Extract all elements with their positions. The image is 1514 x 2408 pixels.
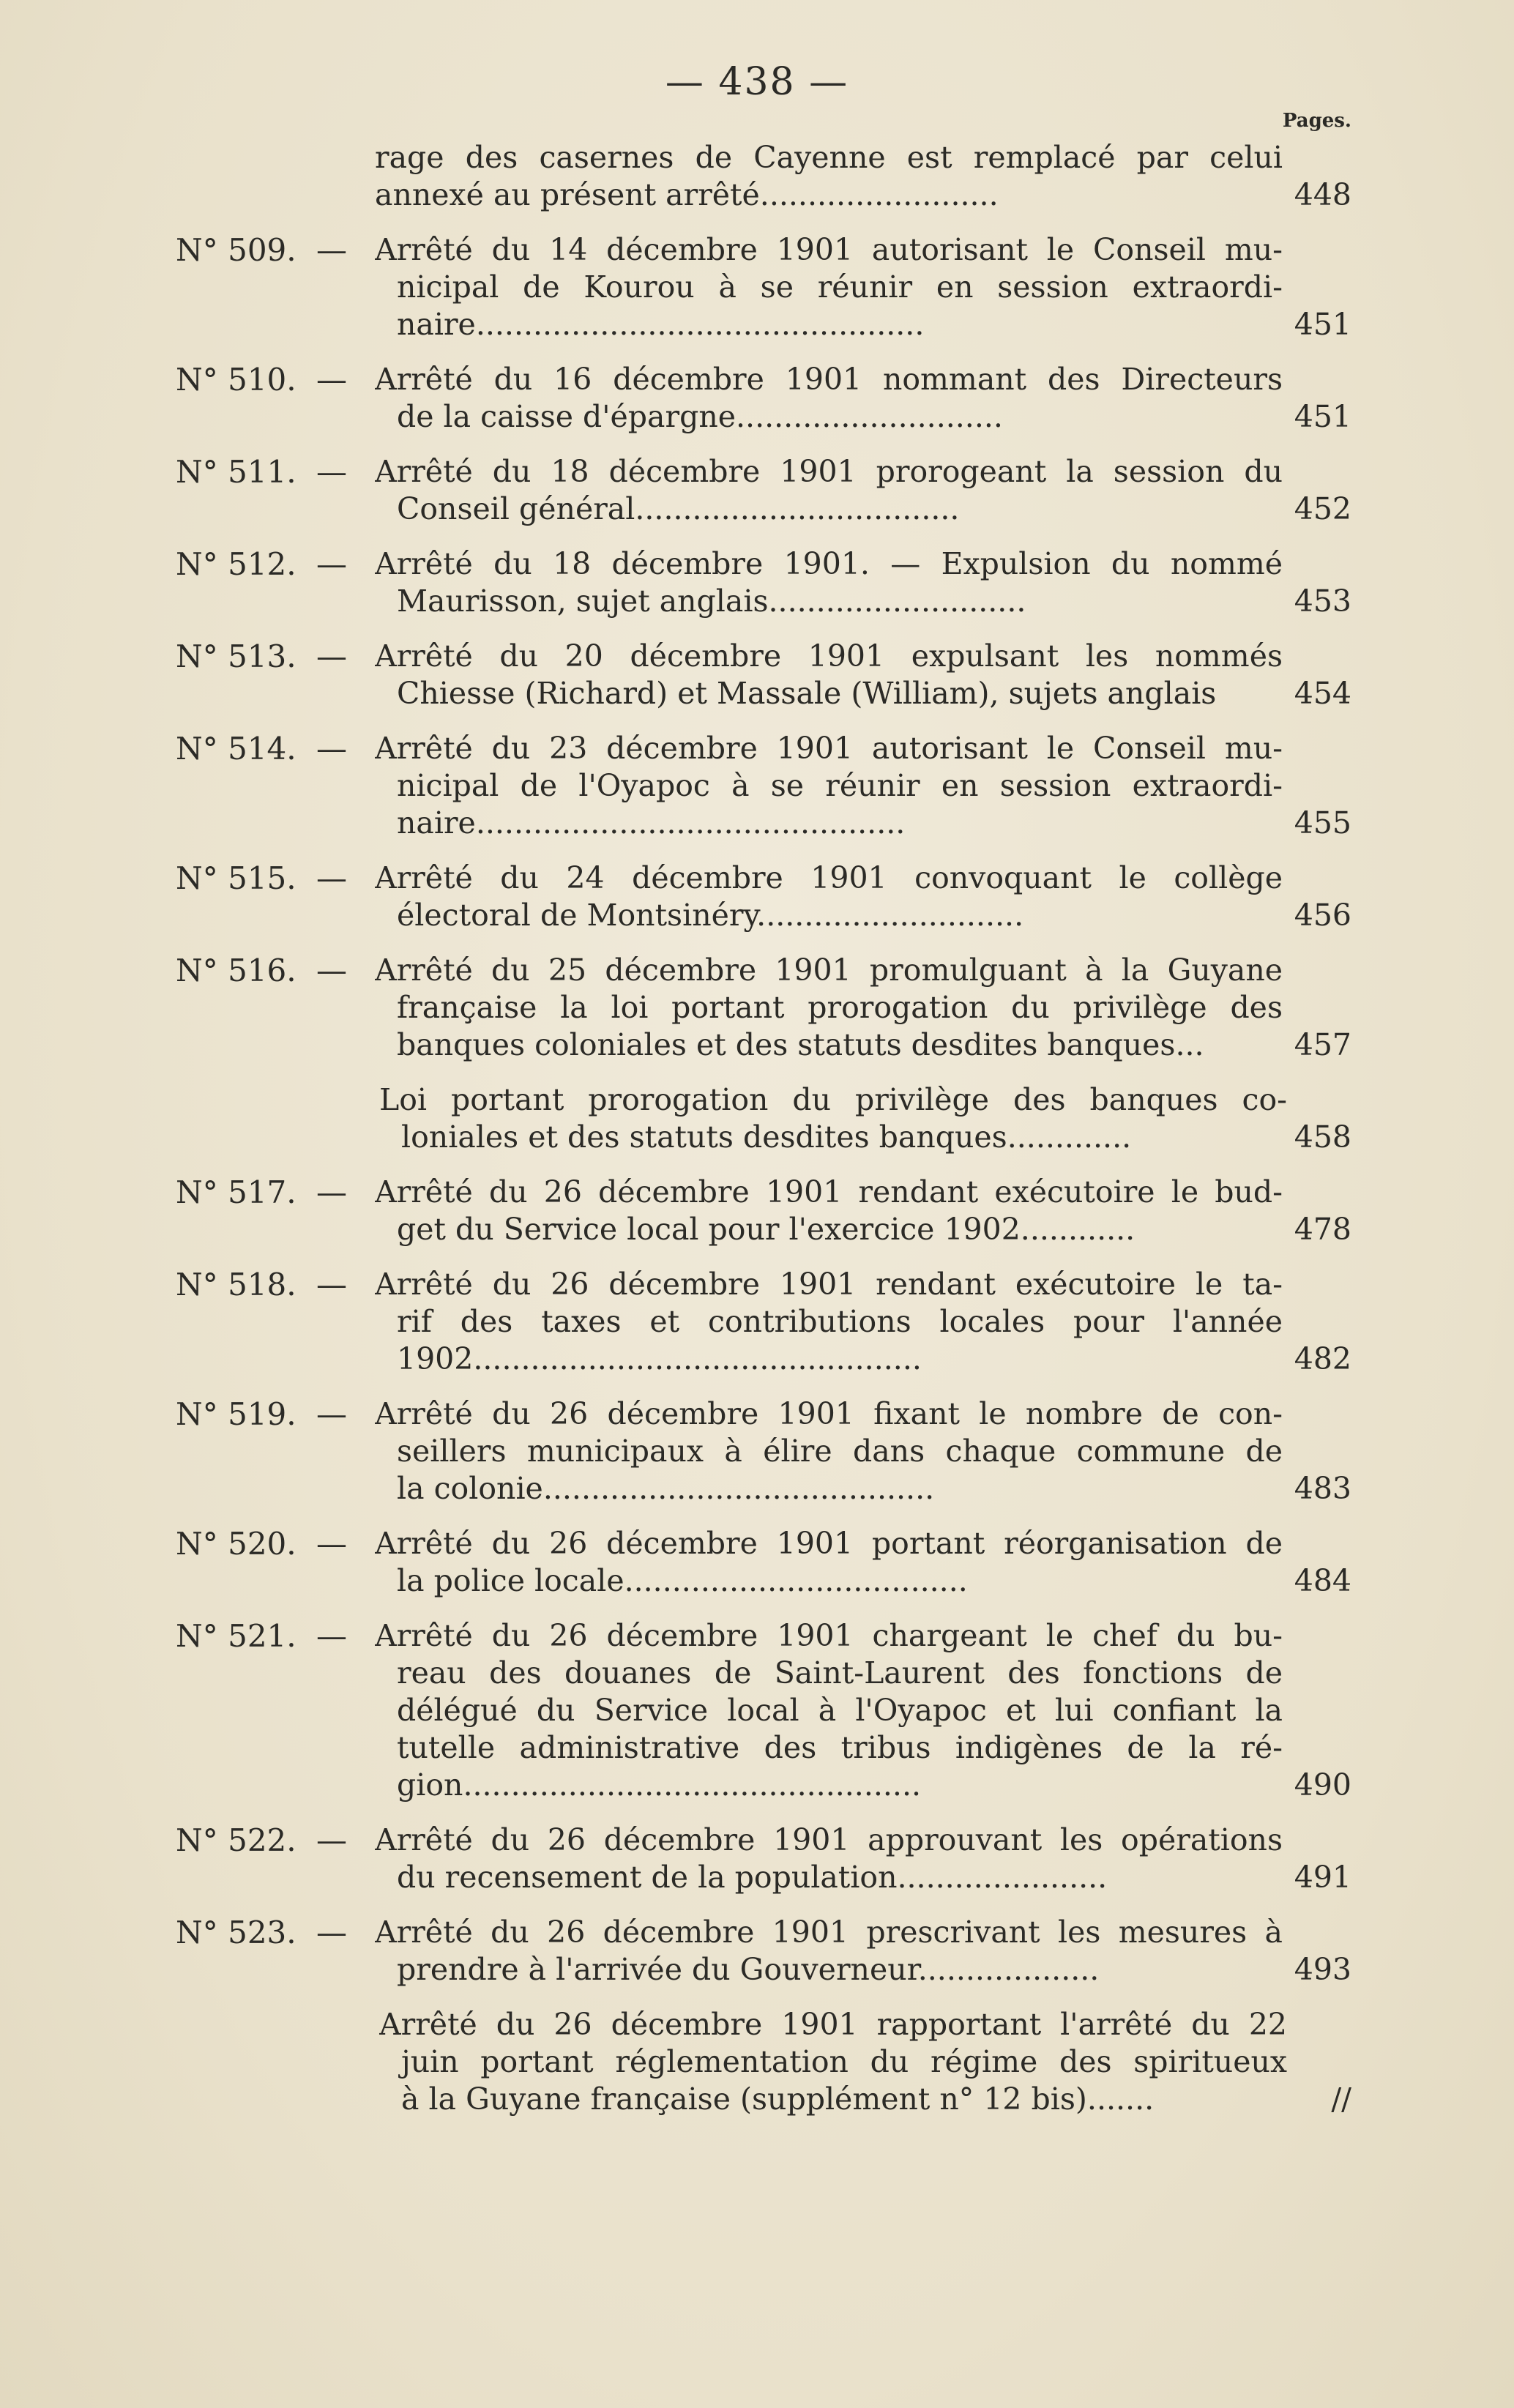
entry-line: 1902...............................................	[397, 1341, 922, 1376]
pages-column-label: Pages.	[1282, 110, 1351, 132]
entry-dash: —	[316, 1267, 347, 1302]
entry-line: électoral de Montsinéry............................	[397, 898, 1024, 933]
entry-number: N° 520.	[176, 1526, 297, 1562]
entry-line: Maurisson, sujet anglais...........................	[397, 584, 1026, 619]
toc-entry	[0, 361, 1514, 436]
toc-entry	[0, 730, 1514, 842]
entry-page-number: 483	[1294, 1471, 1351, 1506]
entry-dash: —	[316, 1618, 347, 1654]
entry-description	[375, 952, 1283, 1064]
entry-line: délégué du Service local à l'Oyapoc et lui confiant la	[397, 1693, 1283, 1728]
entry-line: Arrêté du 24 décembre 1901 convoquant le collège	[375, 860, 1283, 895]
entry-line: Arrêté du 14 décembre 1901 autorisant le Conseil mu-	[375, 232, 1283, 267]
entry-dash: —	[316, 454, 347, 490]
entry-line: rif des taxes et contributions locales pour l'année	[397, 1304, 1283, 1339]
entry-page-number: //	[1331, 2081, 1351, 2117]
toc-entry	[0, 139, 1514, 214]
entry-number: N° 512.	[176, 546, 297, 582]
entry-line: Arrêté du 26 décembre 1901 rapportant l'arrêté du 22	[379, 2007, 1287, 2042]
entry-line: la police locale....................................	[397, 1563, 968, 1598]
entry-description	[375, 1174, 1283, 1248]
entry-page-number: 490	[1294, 1767, 1351, 1803]
entry-dash: —	[316, 1174, 347, 1210]
entry-line: à la Guyane française (supplément n° 12 bis).......	[401, 2081, 1155, 2117]
entry-line: Arrêté du 26 décembre 1901 rendant exécutoire le ta-	[375, 1267, 1283, 1302]
entry-description	[375, 453, 1283, 528]
entry-line: du recensement de la population......................	[397, 1860, 1108, 1895]
entry-line: Arrêté du 18 décembre 1901 prorogeant la session du	[375, 454, 1283, 489]
entry-dash: —	[316, 1396, 347, 1432]
entry-number: N° 510.	[176, 362, 297, 398]
toc-entry	[0, 1617, 1514, 1804]
entry-line: Arrêté du 20 décembre 1901 expulsant les nommés	[375, 638, 1283, 674]
entry-line: seillers municipaux à élire dans chaque commune de	[397, 1434, 1283, 1469]
entry-number: N° 523.	[176, 1915, 297, 1950]
toc-entry	[0, 638, 1514, 712]
toc-entry	[0, 231, 1514, 343]
entry-description	[375, 1395, 1283, 1507]
toc-entry	[0, 1525, 1514, 1600]
entry-dash: —	[316, 1822, 347, 1858]
entry-description	[375, 231, 1283, 343]
entry-page-number: 448	[1294, 177, 1351, 212]
entry-dash: —	[316, 860, 347, 896]
entry-line: Arrêté du 26 décembre 1901 prescrivant les mesures à	[375, 1915, 1283, 1950]
toc-entry	[0, 1395, 1514, 1507]
entry-number: N° 509.	[176, 232, 297, 268]
entry-page-number: 451	[1294, 307, 1351, 342]
entry-line: tutelle administrative des tribus indigènes de la ré-	[397, 1730, 1283, 1765]
entry-line: reau des douanes de Saint-Laurent des fonctions de	[397, 1655, 1283, 1691]
toc-entry	[0, 1914, 1514, 1988]
entry-page-number: 484	[1294, 1563, 1351, 1598]
toc-entry	[0, 545, 1514, 620]
entry-dash: —	[316, 1915, 347, 1950]
entry-page-number: 451	[1294, 399, 1351, 434]
toc-entry	[0, 2006, 1514, 2118]
toc-entry	[0, 453, 1514, 528]
entry-line: rage des casernes de Cayenne est remplacé par celui	[375, 140, 1283, 175]
entry-description	[375, 1266, 1283, 1378]
entry-description	[379, 2006, 1287, 2118]
entry-description	[375, 1525, 1283, 1600]
entry-number: N° 522.	[176, 1822, 297, 1858]
entry-line: prendre à l'arrivée du Gouverneur...................	[397, 1952, 1100, 1987]
entry-number: N° 518.	[176, 1267, 297, 1302]
entry-line: de la caisse d'épargne............................	[397, 399, 1003, 434]
entry-description	[375, 545, 1283, 620]
entry-number: N° 521.	[176, 1618, 297, 1654]
entry-page-number: 454	[1294, 676, 1351, 711]
entry-page-number: 457	[1294, 1027, 1351, 1062]
entry-page-number: 456	[1294, 898, 1351, 933]
entry-line: Arrêté du 26 décembre 1901 fixant le nombre de con-	[375, 1396, 1283, 1431]
entry-line: Arrêté du 16 décembre 1901 nommant des Directeurs	[375, 362, 1283, 397]
entry-line: nicipal de Kourou à se réunir en session extraordi-	[397, 269, 1283, 305]
entry-page-number: 478	[1294, 1212, 1351, 1247]
entry-line: Arrêté du 26 décembre 1901 portant réorganisation de	[375, 1526, 1283, 1561]
entry-line: française la loi portant prorogation du privilège des	[397, 990, 1283, 1025]
entry-line: la colonie.........................................	[397, 1471, 935, 1506]
table-of-contents	[0, 139, 1514, 2136]
entry-line: Arrêté du 18 décembre 1901. — Expulsion du nommé	[375, 546, 1283, 581]
entry-number: N° 516.	[176, 953, 297, 988]
entry-description	[375, 1822, 1283, 1896]
toc-entry	[0, 1266, 1514, 1378]
entry-description	[375, 730, 1283, 842]
entry-line: naire.............................................	[397, 805, 906, 840]
entry-line: Loi portant prorogation du privilège des banques co-	[379, 1082, 1287, 1117]
entry-line: annexé au présent arrêté.........................	[375, 177, 999, 212]
entry-description	[375, 1617, 1283, 1804]
entry-number: N° 517.	[176, 1174, 297, 1210]
toc-entry	[0, 1081, 1514, 1156]
entry-dash: —	[316, 1526, 347, 1562]
entry-number: N° 511.	[176, 454, 297, 490]
toc-entry	[0, 1822, 1514, 1896]
entry-line: banques coloniales et des statuts desdites banques...	[397, 1027, 1204, 1062]
entry-line: Chiesse (Richard) et Massale (William), sujets anglais	[397, 676, 1217, 711]
entry-page-number: 455	[1294, 805, 1351, 840]
entry-dash: —	[316, 953, 347, 988]
entry-page-number: 482	[1294, 1341, 1351, 1376]
entry-line: Arrêté du 25 décembre 1901 promulguant à la Guyane	[375, 953, 1283, 988]
entry-dash: —	[316, 232, 347, 268]
entry-page-number: 452	[1294, 491, 1351, 526]
entry-line: loniales et des statuts desdites banques.............	[401, 1119, 1132, 1155]
entry-line: get du Service local pour l'exercice 1902............	[397, 1212, 1136, 1247]
entry-description	[379, 1081, 1287, 1156]
entry-dash: —	[316, 546, 347, 582]
entry-line: naire...............................................	[397, 307, 925, 342]
entry-description	[375, 638, 1283, 712]
entry-number: N° 519.	[176, 1396, 297, 1432]
toc-entry	[0, 860, 1514, 934]
entry-description	[375, 139, 1283, 214]
toc-entry	[0, 1174, 1514, 1248]
entry-description	[375, 860, 1283, 934]
entry-number: N° 514.	[176, 731, 297, 767]
entry-line: gion................................................	[397, 1767, 922, 1803]
entry-line: Arrêté du 26 décembre 1901 approuvant les opérations	[375, 1822, 1283, 1857]
page-number: — 438 —	[665, 60, 849, 104]
entry-description	[375, 1914, 1283, 1988]
toc-entry	[0, 952, 1514, 1064]
entry-line: Arrêté du 23 décembre 1901 autorisant le Conseil mu-	[375, 731, 1283, 766]
entry-number: N° 513.	[176, 638, 297, 674]
entry-page-number: 491	[1294, 1860, 1351, 1895]
entry-dash: —	[316, 731, 347, 767]
entry-number: N° 515.	[176, 860, 297, 896]
entry-line: Conseil général..................................	[397, 491, 960, 526]
entry-line: Arrêté du 26 décembre 1901 rendant exécutoire le bud-	[375, 1174, 1283, 1209]
entry-page-number: 458	[1294, 1119, 1351, 1155]
entry-description	[375, 361, 1283, 436]
entry-dash: —	[316, 362, 347, 398]
entry-page-number: 493	[1294, 1952, 1351, 1987]
entry-line: nicipal de l'Oyapoc à se réunir en session extraordi-	[397, 768, 1283, 803]
entry-page-number: 453	[1294, 584, 1351, 619]
entry-line: Arrêté du 26 décembre 1901 chargeant le chef du bu-	[375, 1618, 1283, 1653]
entry-line: juin portant réglementation du régime des spiritueux	[401, 2044, 1287, 2079]
entry-dash: —	[316, 638, 347, 674]
